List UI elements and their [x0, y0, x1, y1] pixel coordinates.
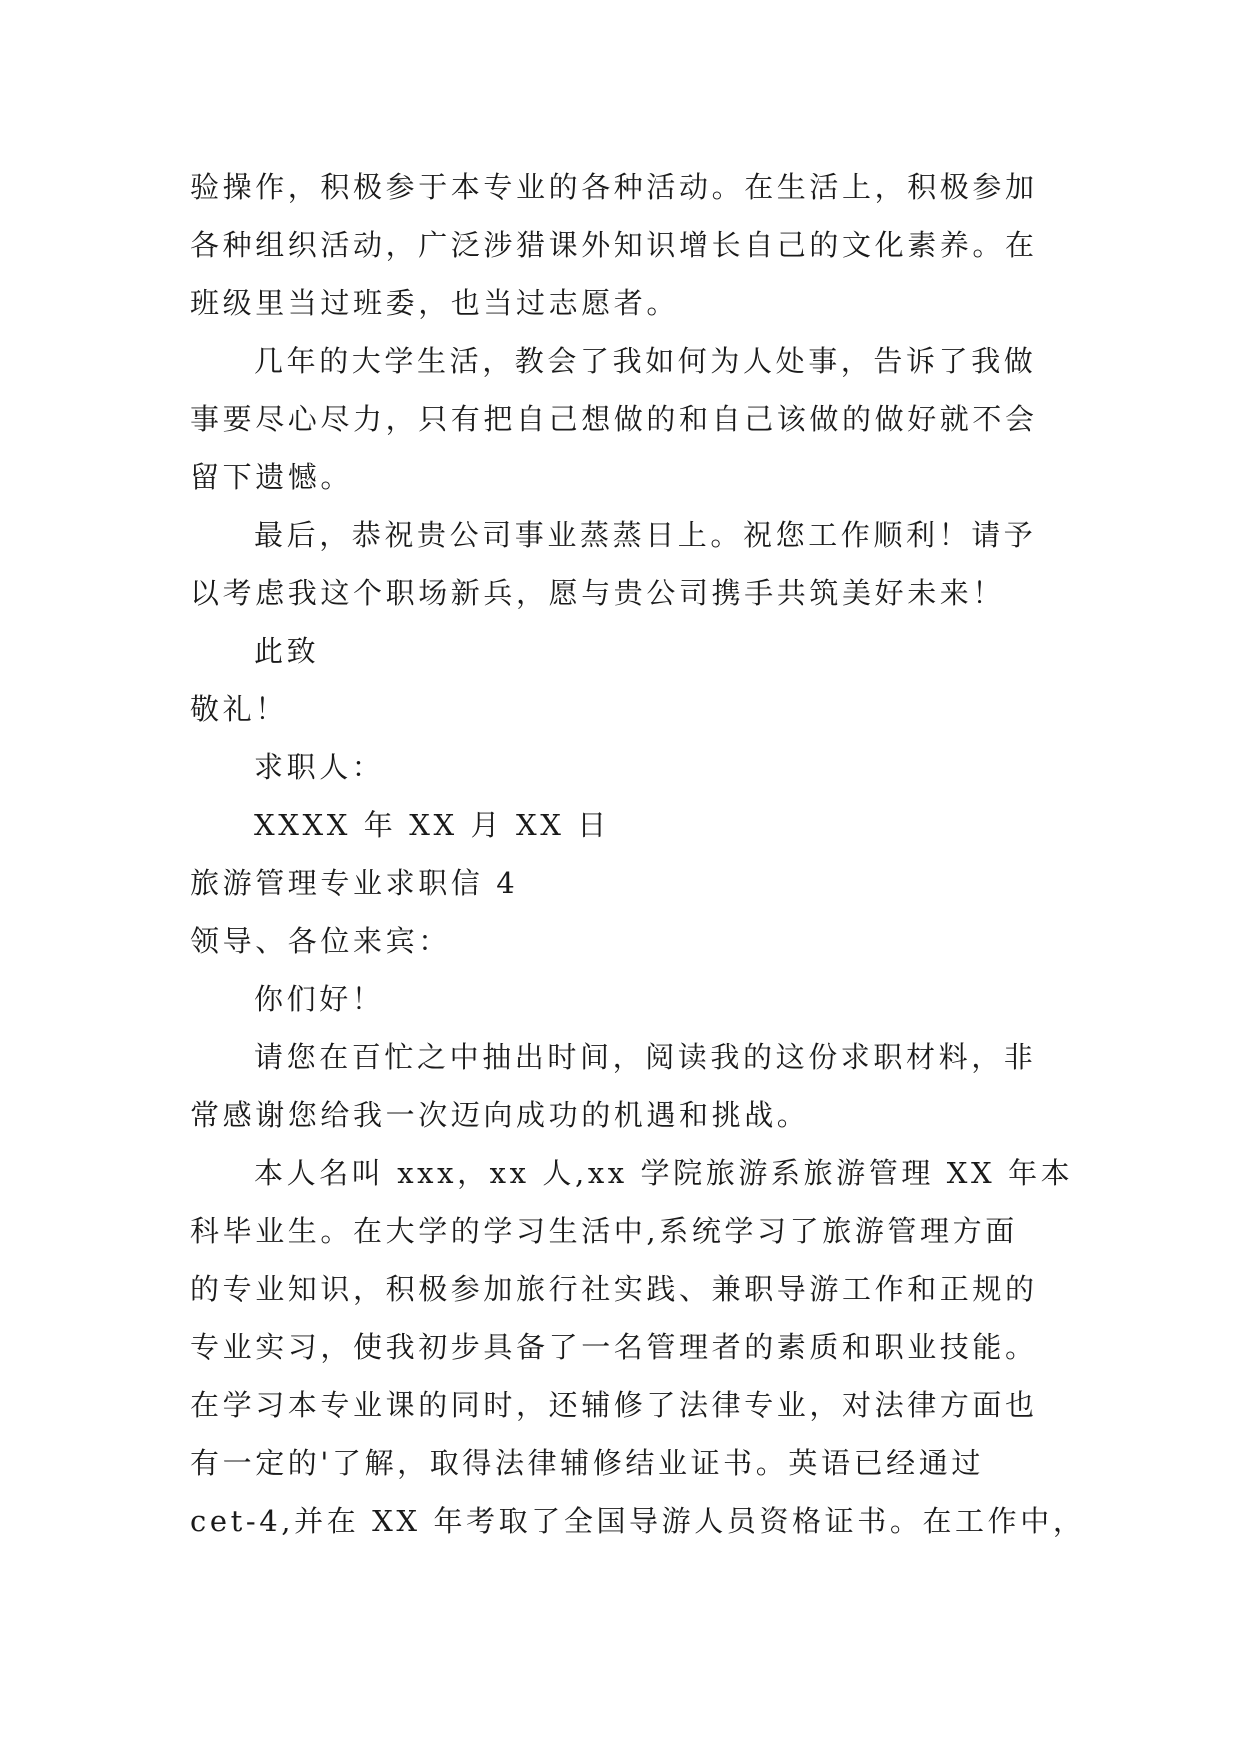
text-line: 在学习本专业课的同时，还辅修了法律专业，对法律方面也: [190, 1388, 1038, 1422]
text-line: 常感谢您给我一次迈向成功的机遇和挑战。: [190, 1098, 810, 1132]
text-line: 的专业知识，积极参加旅行社实践、兼职导游工作和正规的: [190, 1272, 1038, 1306]
salutation-line: 此致: [254, 634, 320, 668]
text-line: 以考虑我这个职场新兵，愿与贵公司携手共筑美好未来！: [190, 576, 1006, 610]
text-line: 事要尽心尽力，只有把自己想做的和自己该做的做好就不会: [190, 402, 1038, 436]
text-line: 科毕业生。在大学的学习生活中,系统学习了旅游管理方面: [190, 1214, 1018, 1248]
text-line: 有一定的'了解，取得法律辅修结业证书。英语已经通过: [190, 1446, 984, 1480]
text-line: 专业实习，使我初步具备了一名管理者的素质和职业技能。: [190, 1330, 1038, 1364]
text-line: 班级里当过班委，也当过志愿者。: [190, 286, 680, 320]
text-line: 几年的大学生活，教会了我如何为人处事，告诉了我做: [254, 344, 1037, 378]
greeting-line: 领导、各位来宾：: [190, 924, 451, 958]
text-line: cet-4,并在 XX 年考取了全国导游人员资格证书。在工作中，: [190, 1504, 1086, 1538]
date-line: XXXX 年 XX 月 XX 日: [254, 808, 610, 842]
text-line: 留下遗憾。: [190, 460, 354, 494]
signature-line: 求职人：: [254, 750, 385, 784]
text-line: 本人名叫 xxx，xx 人,xx 学院旅游系旅游管理 XX 年本: [254, 1156, 1074, 1190]
letter-body: [190, 158, 1086, 1550]
text-line: 验操作，积极参于本专业的各种活动。在生活上，积极参加: [190, 170, 1038, 204]
text-line: 各种组织活动，广泛涉猎课外知识增长自己的文化素养。在: [190, 228, 1038, 262]
greeting-line: 你们好！: [254, 982, 385, 1016]
text-line: 最后，恭祝贵公司事业蒸蒸日上。祝您工作顺利！请予: [254, 518, 1037, 552]
text-line: 请您在百忙之中抽出时间，阅读我的这份求职材料，非: [254, 1040, 1037, 1074]
salutation-line: 敬礼！: [190, 692, 288, 726]
section-title: 旅游管理专业求职信 4: [190, 866, 519, 900]
